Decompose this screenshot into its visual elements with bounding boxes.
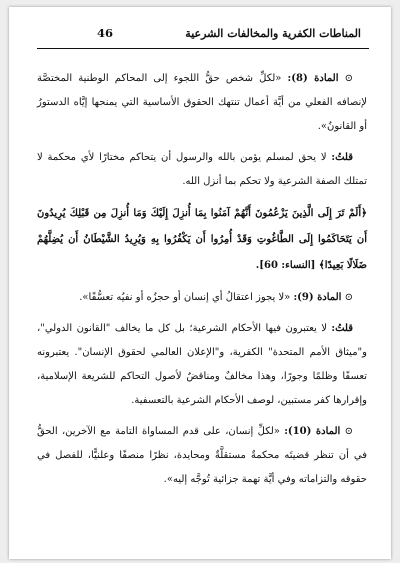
header-rule [37,48,369,49]
comment-label-1: قلتُ: [331,152,353,163]
page-number: 46 [97,26,114,40]
article-10-label: المادة (10): [284,426,341,437]
body-text [37,67,367,499]
running-title: المناطات الكفرية والمخالفات الشرعية [185,27,361,40]
running-header [37,23,369,49]
comment-text-1: لا يحق لمسلم يؤمن بالله والرسول أن يتحاكم مختارًا لأي محكمة لا تمتلك الصفة الشرعية ولا تحكم بما أنزل الله. [37,152,367,187]
circle-dot-icon: ⊙ [344,73,353,84]
article-8-label: المادة (8): [287,73,339,84]
article-10-text: «لكلِّ إنسان، على قدم المساواة التامة مع الآخرين، الحقُّ في أن تنظر قضيتَه محكمةٌ مستقلَّةٌ ومحايدة، نظرًا منصفًا وعلنيًّا، للفصل في حقوقه والتزاماته وفي أيَّة تهمة جزائية تُوجَّه إليه». [37,426,367,485]
comment-paragraph-1 [37,146,367,194]
quran-verse: ﴿أَلَمْ تَرَ إِلَى الَّذِينَ يَزْعُمُونَ أَنَّهُمْ آمَنُوا بِمَا أُنزِلَ إِلَيْكَ وَمَا أُنزِلَ مِن قَبْلِكَ يُرِيدُونَ أَن يَتَحَاكَمُوا إِلَى الطَّاغُوتِ وَقَدْ أُمِرُوا أَن يَكْفُرُوا بِهِ وَيُرِيدُ الشَّيْطَانُ أَن يُضِلَّهُمْ ضَلَالًا بَعِيدًا﴾ [النساء: 60]. [37,208,367,271]
article-8-paragraph [37,67,367,139]
comment-paragraph-2 [37,317,367,413]
article-8-text: «لكلِّ شخص حقُّ اللجوء إلى المحاكم الوطنية المختصَّة لإنصافه الفعلي من أيَّة أعمال تنتهك الحقوق الأساسية التي يمنحها إيَّاه الدستورُ أو القانونُ». [37,73,367,132]
article-9-paragraph [37,286,367,310]
article-9-text: «لا يجوز اعتقالُ أي إنسان أو حجزُه أو نفيُه تعسُّفًا». [79,292,294,303]
article-9-label: المادة (9): [293,292,342,303]
circle-dot-icon: ⊙ [344,292,353,303]
comment-text-2: لا يعتبرون فيها الأحكام الشرعية؛ بل كل ما يخالف "القانون الدولي"، و"ميثاق الأمم المتحدة" الكفرية، و"الإعلان العالمي لحقوق الإنسان". يعتبرونه تعسفًا وظلمًا وجورًا، وهذا مخالفٌ ومناقضٌ لأصول التحاكم للشريعة الإسلامية، وإقرارها كفر مستبين، لوصف الأحكام الشرعية بالتعسفية. [37,323,367,406]
comment-label-2: قلتُ: [331,323,353,334]
document-page [9,7,391,559]
circle-dot-icon: ⊙ [344,426,353,437]
article-10-paragraph [37,420,367,492]
